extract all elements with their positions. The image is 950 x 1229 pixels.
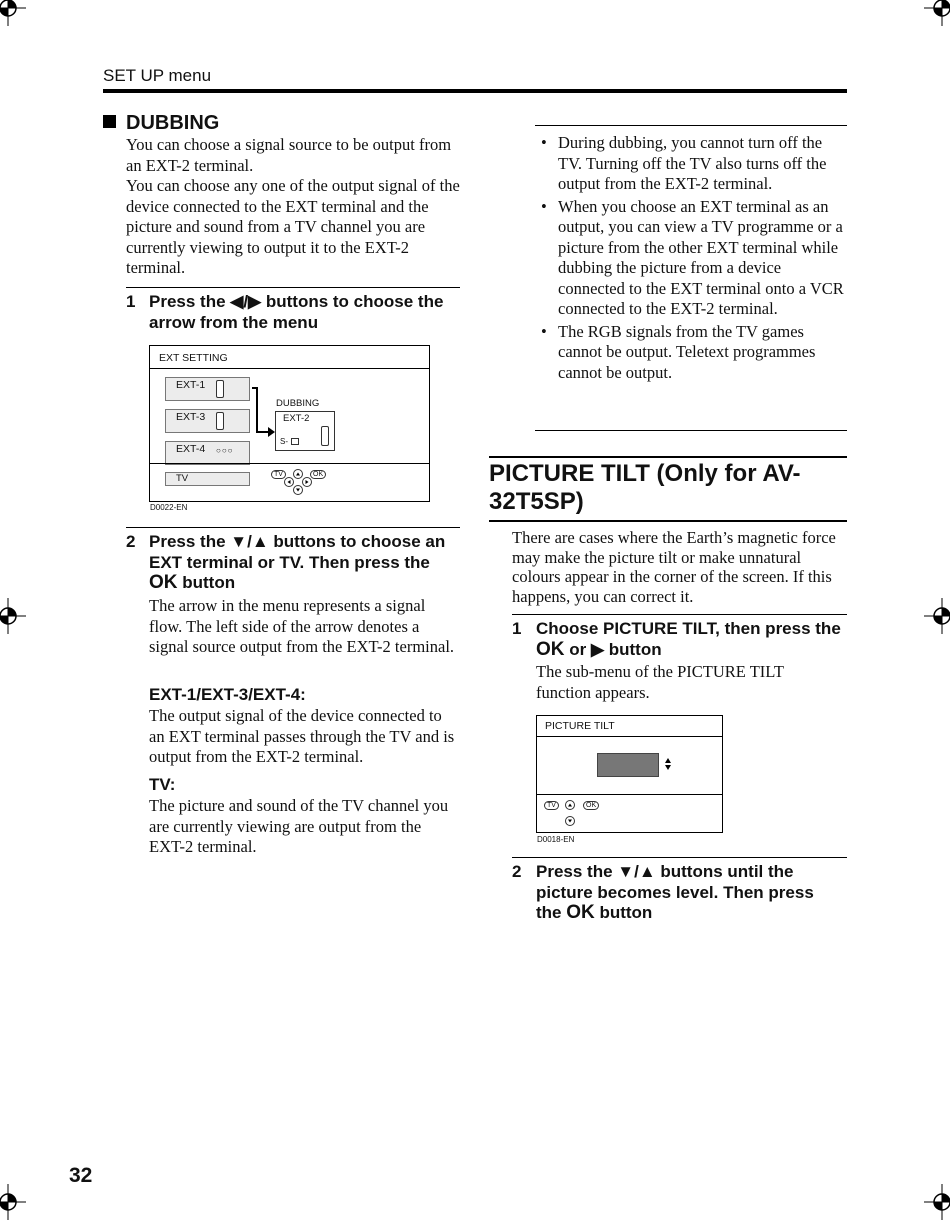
ext-subheading: EXT-1/EXT-3/EXT-4: xyxy=(149,685,306,704)
menu-title: EXT SETTING xyxy=(159,352,228,364)
scart-icon xyxy=(216,412,224,430)
divider xyxy=(126,527,460,528)
step-text: Press the ▼/▲ buttons to choose an EXT terminal or TV. Then press the xyxy=(149,532,446,572)
av-jack-icon: ○○○ xyxy=(216,446,234,455)
dubbing-intro xyxy=(126,135,460,279)
output-label: EXT-2 xyxy=(283,413,310,424)
step-text: button xyxy=(594,903,653,922)
dubbing-notes xyxy=(536,133,848,383)
source-ext-3[interactable] xyxy=(165,409,250,433)
registration-mark-icon xyxy=(922,596,950,636)
direction-pad-icon xyxy=(283,468,313,496)
ext-desc: The output signal of the device connected to an EXT terminal passes through the TV and is output from the EXT-2 terminal. xyxy=(149,706,455,766)
step-number: 2 xyxy=(512,862,522,881)
picture-tilt-menu xyxy=(536,715,723,833)
section-rule xyxy=(489,456,847,458)
tv-desc: The picture and sound of the TV channel you are currently viewing are output from the EXT-2 terminal. xyxy=(149,796,449,856)
note-item: • During dubbing, you cannot turn off the TV. Turning off the TV also turns off the output from the EXT-2 terminal. xyxy=(536,133,848,195)
divider xyxy=(512,614,847,615)
registration-mark-icon xyxy=(922,1182,950,1222)
ok-key-label: OK xyxy=(536,638,565,660)
scart-icon xyxy=(321,426,329,446)
tilt-step1-text xyxy=(536,619,841,660)
dubbing-step1-text: Press the ◀/▶ buttons to choose the arrow from the menu xyxy=(149,292,444,332)
source-ext-4[interactable] xyxy=(165,441,250,465)
ok-key-icon: OK xyxy=(310,470,326,479)
registration-mark-icon xyxy=(0,1182,28,1222)
figure-code: D0022-EN xyxy=(150,503,188,512)
picture-tilt-intro: There are cases where the Earth’s magnetic force may make the picture tilt or make unnatural colours appear in the corner of the screen. If this happens, you can correct it. xyxy=(512,528,836,606)
ok-key-label: OK xyxy=(149,572,178,593)
tv-subheading: TV: xyxy=(149,775,176,794)
scart-icon xyxy=(216,380,224,398)
divider xyxy=(126,287,460,288)
dubbing-title: DUBBING xyxy=(126,112,220,134)
divider xyxy=(512,857,847,858)
dubbing-intro-p2: You can choose any one of the output signal of the device connected to the EXT terminal and the picture and sound from a TV channel you are currently viewing to output it to the EXT-2 terminal. xyxy=(126,176,460,277)
figure-code: D0018-EN xyxy=(537,835,575,844)
dubbing-step2-desc: The arrow in the menu represents a signal flow. The left side of the arrow denotes a signal source output from the EXT-2 terminal. xyxy=(149,596,455,656)
step-text: button xyxy=(177,573,236,592)
dubbing-intro-p1: You can choose a signal source to be output from an EXT-2 terminal. xyxy=(126,135,452,175)
ext-setting-menu xyxy=(149,345,430,502)
page-number: 32 xyxy=(69,1164,93,1187)
step-number: 1 xyxy=(126,292,136,311)
tv-key-icon: TV xyxy=(271,470,286,479)
source-label: EXT-1 xyxy=(176,379,206,391)
tilt-value-box[interactable] xyxy=(597,753,659,777)
section-rule xyxy=(489,520,847,522)
source-tv[interactable] xyxy=(165,472,250,486)
menu-divider xyxy=(150,368,429,369)
s-video-icon xyxy=(291,438,299,445)
registration-mark-icon xyxy=(0,596,28,636)
up-down-pad-icon xyxy=(559,799,581,827)
menu-title: PICTURE TILT xyxy=(545,720,615,732)
step-text: Choose PICTURE TILT, then press the xyxy=(536,619,841,638)
signal-flow-arrow-icon xyxy=(250,386,276,438)
tilt-step2-text xyxy=(536,862,841,924)
dubbing-step2-text xyxy=(149,532,459,594)
menu-divider xyxy=(537,736,722,737)
s-video-label: S- xyxy=(280,437,288,446)
output-ext-2[interactable] xyxy=(275,411,335,451)
divider xyxy=(535,125,847,126)
step-number: 2 xyxy=(126,532,136,551)
source-label: EXT-4 xyxy=(176,443,206,455)
up-down-arrows-icon xyxy=(663,756,673,772)
registration-mark-icon xyxy=(0,0,28,28)
step-number: 1 xyxy=(512,619,522,638)
dubbing-label: DUBBING xyxy=(276,398,320,409)
picture-tilt-heading: PICTURE TILT (Only for AV-32T5SP) xyxy=(489,460,801,515)
ok-key-label: OK xyxy=(566,902,595,923)
menu-divider xyxy=(537,794,722,795)
source-label: TV xyxy=(176,473,189,484)
step-text: or ▶ button xyxy=(564,639,662,659)
menu-divider xyxy=(150,463,429,464)
square-bullet-icon xyxy=(103,115,116,128)
step-text: Press the ▼/▲ buttons until the picture becomes level. Then press the xyxy=(536,862,814,922)
dubbing-heading xyxy=(103,112,219,135)
divider xyxy=(535,430,847,431)
source-ext-1[interactable] xyxy=(165,377,250,401)
registration-mark-icon xyxy=(922,0,950,28)
note-item: • When you choose an EXT terminal as an output, you can view a TV programme or a picture from the other EXT terminal while dubbing the picture from a device connected to the EXT terminal onto a VCR connected to the EXT-2 terminal. xyxy=(536,197,848,320)
tv-key-icon: TV xyxy=(544,801,559,810)
note-item: • The RGB signals from the TV games cannot be output. Teletext programmes cannot be output. xyxy=(536,322,848,384)
ok-key-icon: OK xyxy=(583,801,599,810)
tilt-step1-desc: The sub-menu of the PICTURE TILT function appears. xyxy=(536,662,784,702)
header-rule xyxy=(103,89,847,93)
running-header: SET UP menu xyxy=(103,66,212,85)
source-label: EXT-3 xyxy=(176,411,206,423)
